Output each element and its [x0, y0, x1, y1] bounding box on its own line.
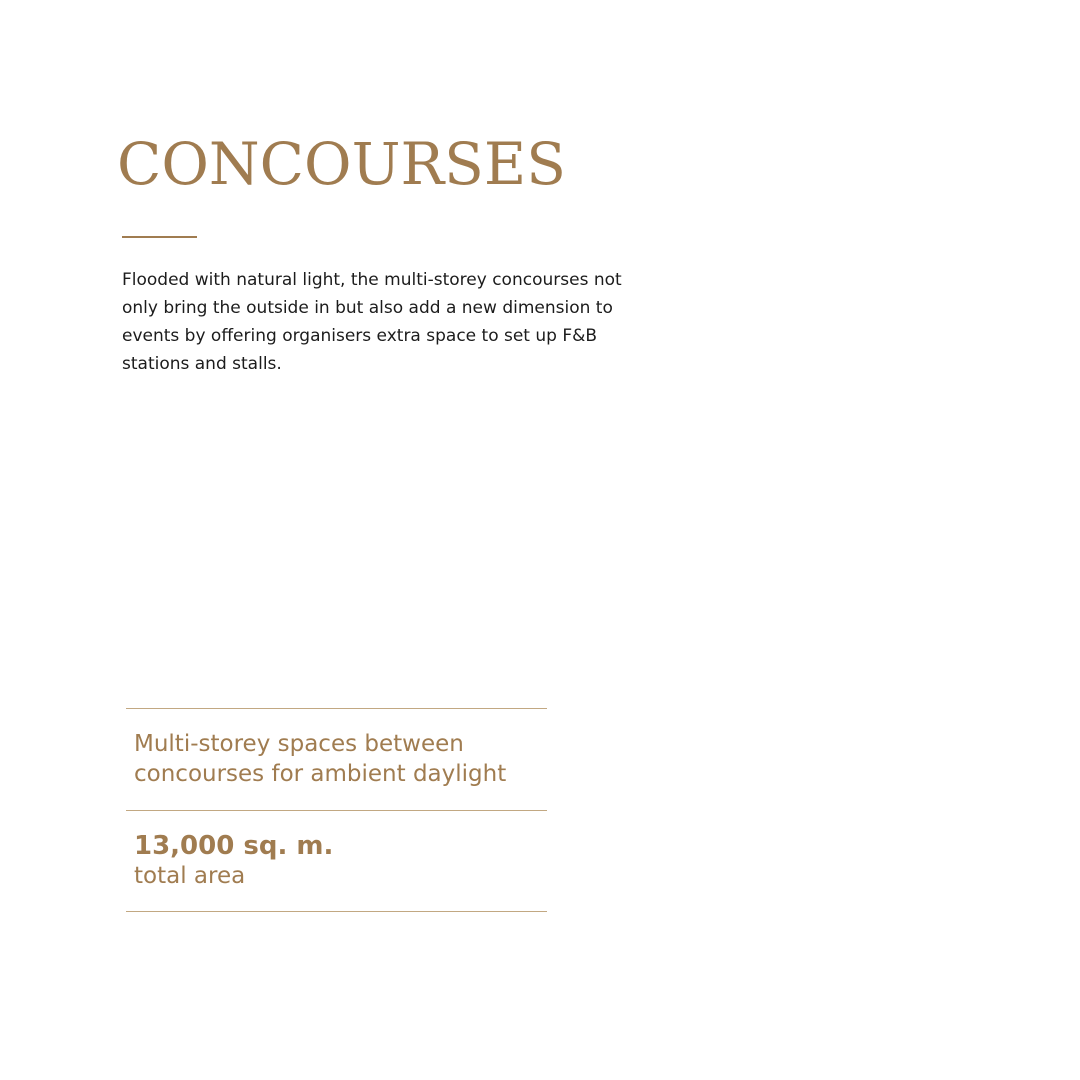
page-title: CONCOURSES: [117, 130, 566, 198]
title-underline: [122, 236, 197, 238]
intro-paragraph: Flooded with natural light, the multi-storey concourses not only bring the outside in but also add a new dimension to events by offering organisers extra space to set up F&B stations and stalls.: [122, 270, 622, 374]
fact-area: [126, 811, 547, 911]
divider-bottom: [126, 911, 547, 912]
fact-daylight-line-2: concourses for ambient daylight: [134, 761, 507, 787]
fact-daylight-line-1: Multi-storey spaces between: [134, 731, 464, 757]
fact-daylight: [126, 709, 547, 810]
facts-table: [126, 708, 547, 912]
area-value: 13,000 sq. m.: [134, 831, 334, 861]
area-label: total area: [134, 863, 246, 889]
